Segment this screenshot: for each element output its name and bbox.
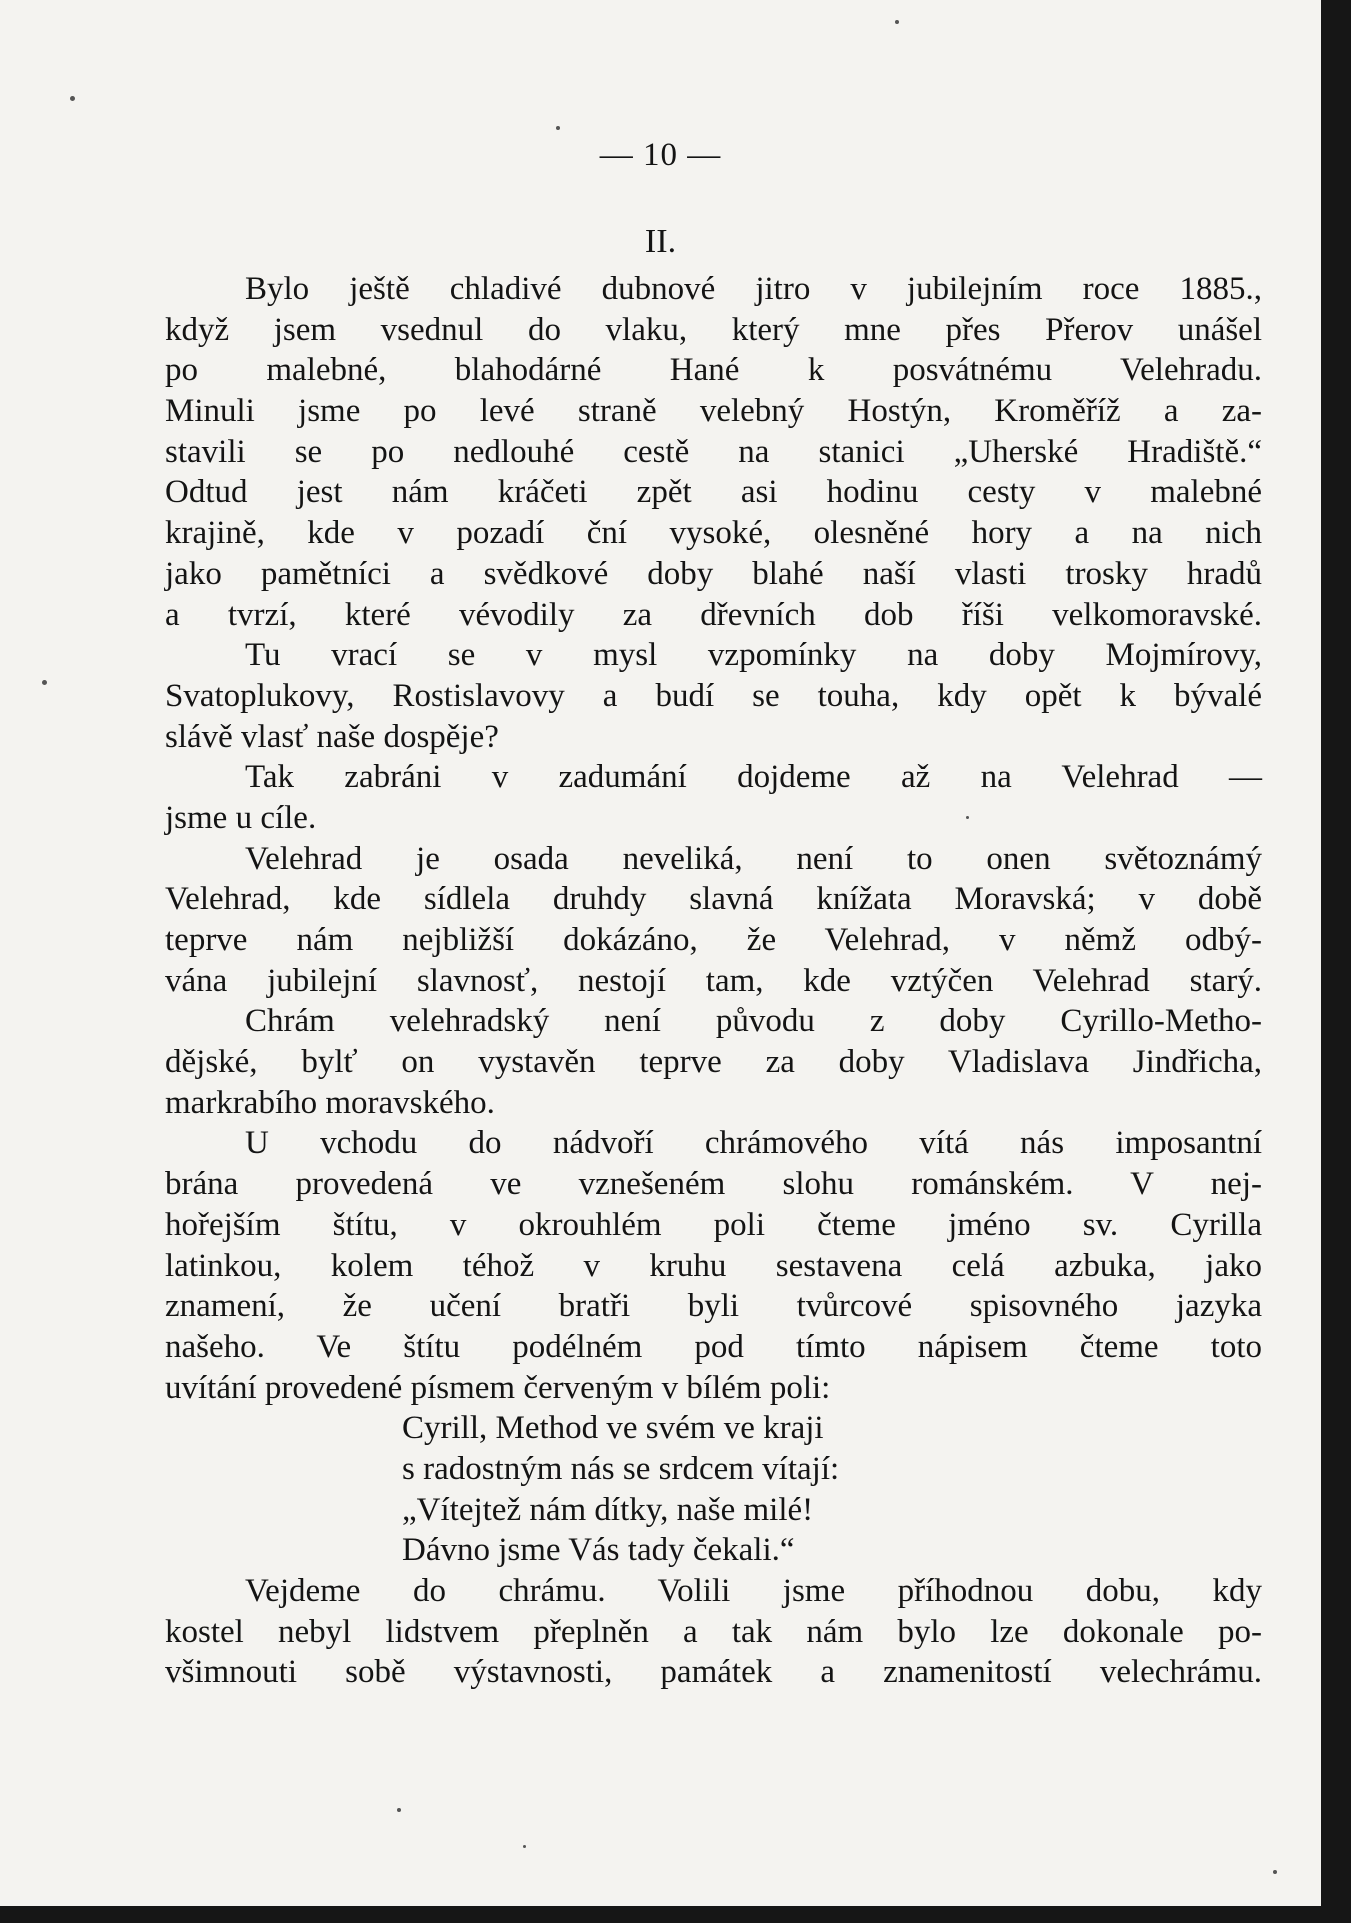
page-number: — 10 — [599, 137, 722, 173]
text-line: a tvrzí, které vévodily za dřevních dob říši velkomoravské. [165, 596, 1262, 633]
text-line: Svatoplukovy, Rostislavovy a budí se touha, kdy opět k bývalé [165, 677, 1262, 714]
text-line: teprve nám nejbližší dokázáno, že Velehrad, v němž odbý- [165, 922, 1262, 958]
text-line: všimnouti sobě výstavnosti, památek a znamenitostí velechrámu. [165, 1654, 1262, 1691]
poem-line: s radostným nás se srdcem vítají: [402, 1450, 840, 1487]
text-line: uvítání provedené písmem červeným v bílém poli: [165, 1369, 831, 1406]
text-line: latinkou, kolem téhož v kruhu sestavena celá azbuka, jako [165, 1247, 1262, 1284]
text-line: dějské, bylť on vystavěn teprve za doby Vladislava Jindřicha, [165, 1044, 1262, 1081]
section-heading: II. [644, 223, 677, 260]
body-text [165, 269, 1262, 1693]
text-line: slávě vlasť naše dospěje? [165, 718, 499, 755]
poem-line: „Vítejtež nám dítky, naše milé! [402, 1491, 814, 1528]
text-line: Tu vrací se v mysl vzpomínky na doby Mojmírovy, [245, 637, 1262, 674]
text-line: vána jubilejní slavnosť, nestojí tam, kde vztýčen Velehrad starý. [165, 962, 1262, 999]
text-line: Velehrad je osada neveliká, není to onen světoznámý [245, 840, 1262, 877]
ink-speck [523, 1845, 526, 1848]
text-line: našeho. Ve štítu podélném pod tímto nápisem čteme toto [165, 1328, 1262, 1365]
text-line: markrabího moravského. [165, 1084, 495, 1121]
scan-border-right [1321, 0, 1351, 1923]
text-line: Chrám velehradský není původu z doby Cyrillo-Metho- [245, 1003, 1262, 1040]
text-line: po malebné, blahodárné Hané k posvátnému Velehradu. [165, 352, 1262, 389]
text-line: stavili se po nedlouhé cestě na stanici „Uherské Hradiště.“ [165, 433, 1262, 470]
text-line: U vchodu do nádvoří chrámového vítá nás imposantní [245, 1125, 1262, 1162]
text-line: Bylo ještě chladivé dubnové jitro v jubilejním roce 1885., [245, 271, 1262, 307]
scan-border-bottom [0, 1906, 1351, 1923]
ink-speck [1273, 1870, 1277, 1874]
text-line: jsme u cíle. [165, 799, 317, 836]
text-line: hořejším štítu, v okrouhlém poli čteme jméno sv. Cyrilla [165, 1206, 1262, 1243]
text-line: Minuli jsme po levé straně velebný Hostýn, Kroměříž a za- [165, 393, 1262, 430]
poem-line: Dávno jsme Vás tady čekali.“ [402, 1532, 795, 1569]
text-line: krajině, kde v pozadí ční vysoké, olesněné hory a na nich [165, 515, 1262, 552]
text-line: Odtud jest nám kráčeti zpět asi hodinu cesty v malebné [165, 474, 1262, 511]
text-line: kostel nebyl lidstvem přeplněn a tak nám bylo lze dokonale po- [165, 1613, 1262, 1650]
ink-speck [70, 96, 75, 101]
text-line: brána provedená ve vznešeném slohu románském. V nej- [165, 1166, 1262, 1203]
text-line: jako pamětníci a svědkové doby blahé naší vlasti trosky hradů [165, 555, 1262, 592]
text-line: Vejdeme do chrámu. Volili jsme příhodnou dobu, kdy [245, 1573, 1262, 1609]
ink-speck [397, 1808, 401, 1812]
ink-speck [895, 20, 899, 24]
poem-line: Cyrill, Method ve svém ve kraji [402, 1410, 824, 1447]
text-line: znamení, že učení bratři byli tvůrcové spisovného jazyka [165, 1288, 1262, 1325]
ink-speck [556, 126, 560, 130]
text-line: když jsem vsednul do vlaku, který mne přes Přerov unášel [165, 311, 1262, 348]
text-line: Tak zabráni v zadumání dojdeme až na Velehrad — [245, 759, 1262, 796]
ink-speck [42, 680, 47, 685]
text-line: Velehrad, kde sídlela druhdy slavná knížata Moravská; v době [165, 881, 1262, 918]
